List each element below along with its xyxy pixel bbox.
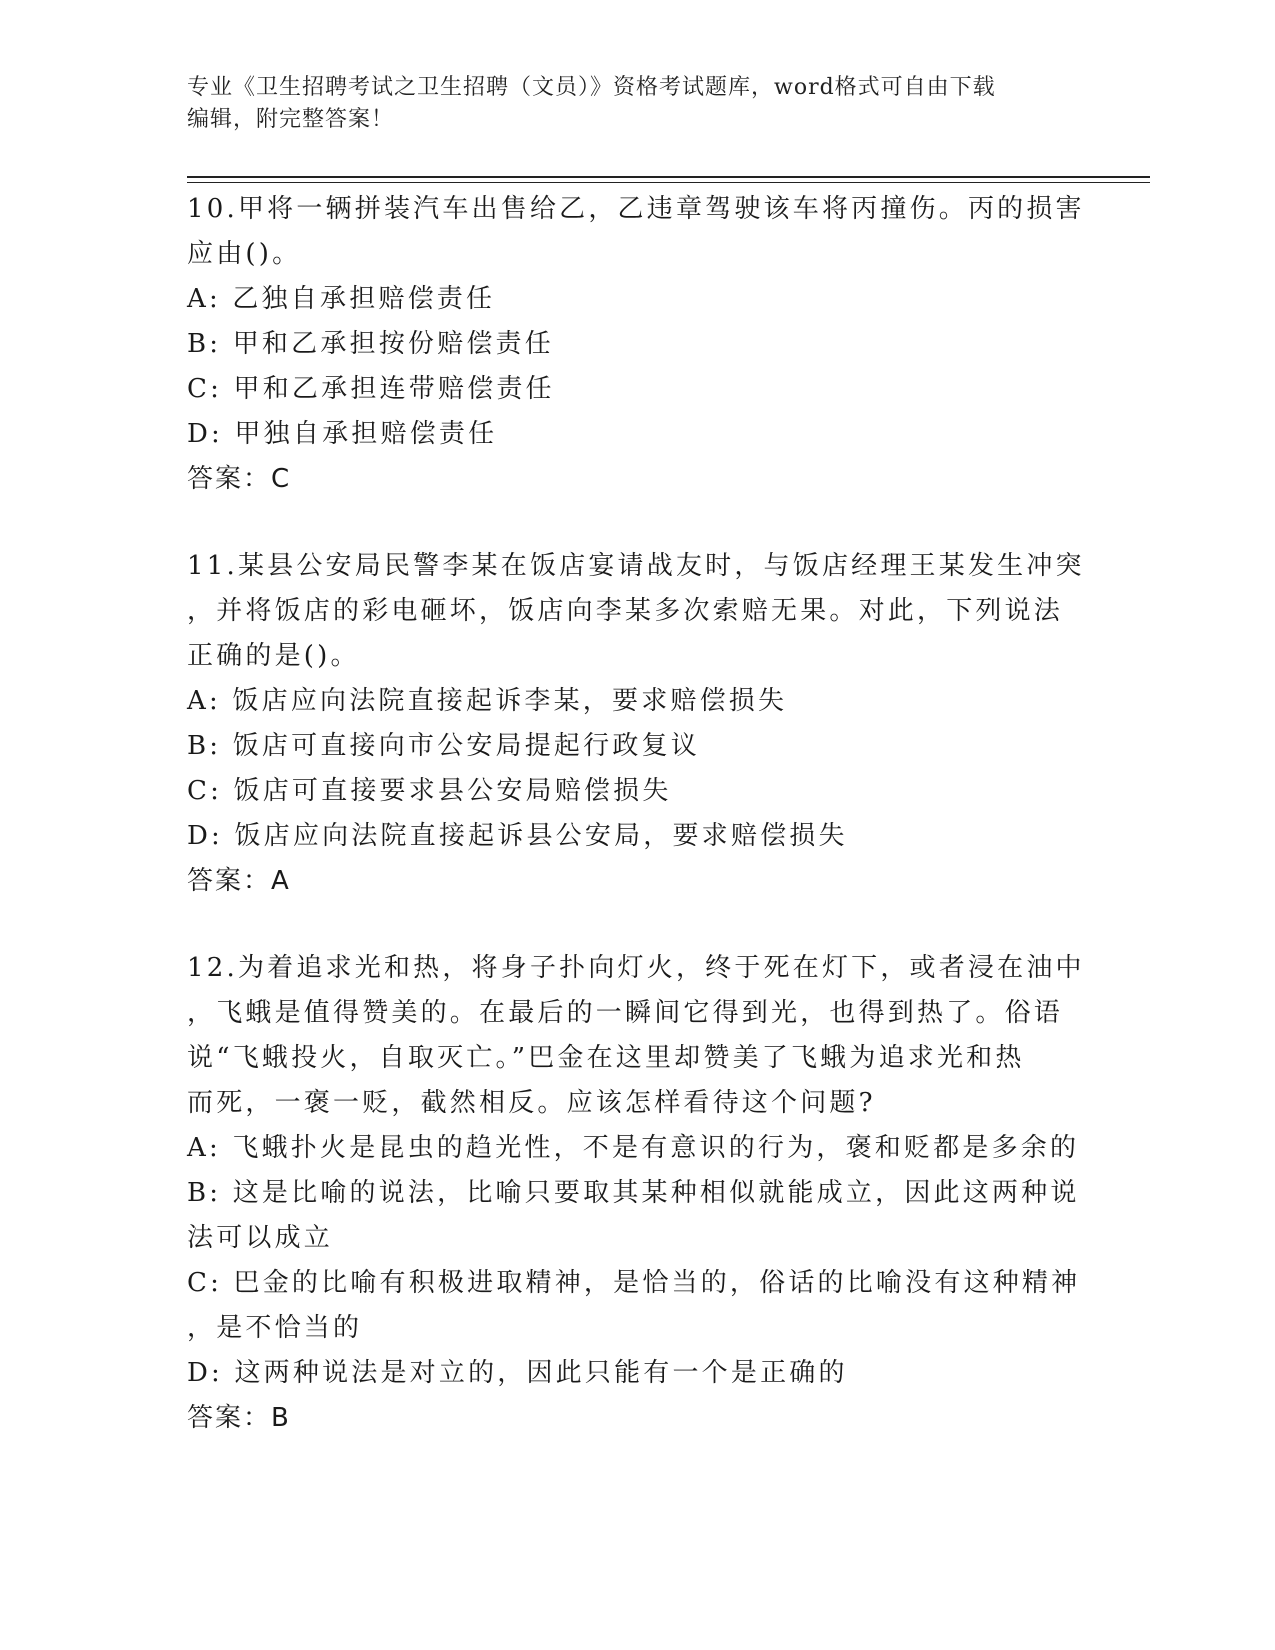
option-c-continued: ，是不恰当的 <box>187 1313 363 1343</box>
question-stem-line: 10.甲将一辆拼装汽车出售给乙，乙违章驾驶该车将丙撞伤。丙的损害 <box>187 194 1085 224</box>
header-divider-thick <box>187 176 1150 178</box>
answer-key: 答案：C <box>187 464 292 494</box>
answer-key: 答案：B <box>187 1403 291 1433</box>
header-line-2: 编辑，附完整答案！ <box>187 107 395 132</box>
option-d: D: 甲独自承担赔偿责任 <box>187 419 498 449</box>
header-line-1: 专业《卫生招聘考试之卫生招聘（文员）》资格考试题库，word格式可自由下载 <box>187 75 996 100</box>
header-divider-thin <box>187 182 1150 183</box>
document-header <box>187 72 1067 136</box>
question-stem-line: 说“飞蛾投火，自取灭亡。”巴金在这里却赞美了飞蛾为追求光和热 <box>187 1043 1025 1073</box>
option-b: B: 甲和乙承担按份赔偿责任 <box>187 329 554 359</box>
question-stem-line: 正确的是()。 <box>187 641 360 671</box>
question-stem-line: ，飞蛾是值得赞美的。在最后的一瞬间它得到光，也得到热了。俗语 <box>187 998 1064 1028</box>
question-stem-line: 12.为着追求光和热，将身子扑向灯火，终于死在灯下，或者浸在油中 <box>187 953 1085 983</box>
option-a: A: 飞蛾扑火是昆虫的趋光性，不是有意识的行为，褒和贬都是多余的 <box>187 1133 1080 1163</box>
question-list <box>187 187 1087 1483</box>
option-c: C: 甲和乙承担连带赔偿责任 <box>187 374 555 404</box>
question-11 <box>187 544 1087 904</box>
option-d: D: 这两种说法是对立的，因此只能有一个是正确的 <box>187 1358 848 1388</box>
question-stem-line: ，并将饭店的彩电砸坏，饭店向李某多次索赔无果。对此，下列说法 <box>187 596 1064 626</box>
question-stem-line: 应由()。 <box>187 239 302 269</box>
question-stem-line: 11.某县公安局民警李某在饭店宴请战友时，与饭店经理王某发生冲突 <box>187 551 1085 581</box>
option-c: C: 巴金的比喻有积极进取精神，是恰当的，俗话的比喻没有这种精神 <box>187 1268 1081 1298</box>
option-d: D: 饭店应向法院直接起诉县公安局，要求赔偿损失 <box>187 821 848 851</box>
question-12 <box>187 946 1087 1441</box>
question-10 <box>187 187 1087 502</box>
question-stem-line: 而死，一褒一贬，截然相反。应该怎样看待这个问题? <box>187 1088 876 1118</box>
option-a: A: 饭店应向法院直接起诉李某，要求赔偿损失 <box>187 686 788 716</box>
option-b: B: 饭店可直接向市公安局提起行政复议 <box>187 731 700 761</box>
option-c: C: 饭店可直接要求县公安局赔偿损失 <box>187 776 672 806</box>
answer-key: 答案：A <box>187 866 291 896</box>
option-b-continued: 法可以成立 <box>187 1223 334 1253</box>
option-a: A: 乙独自承担赔偿责任 <box>187 284 496 314</box>
option-b: B: 这是比喻的说法，比喻只要取其某种相似就能成立，因此这两种说 <box>187 1178 1080 1208</box>
